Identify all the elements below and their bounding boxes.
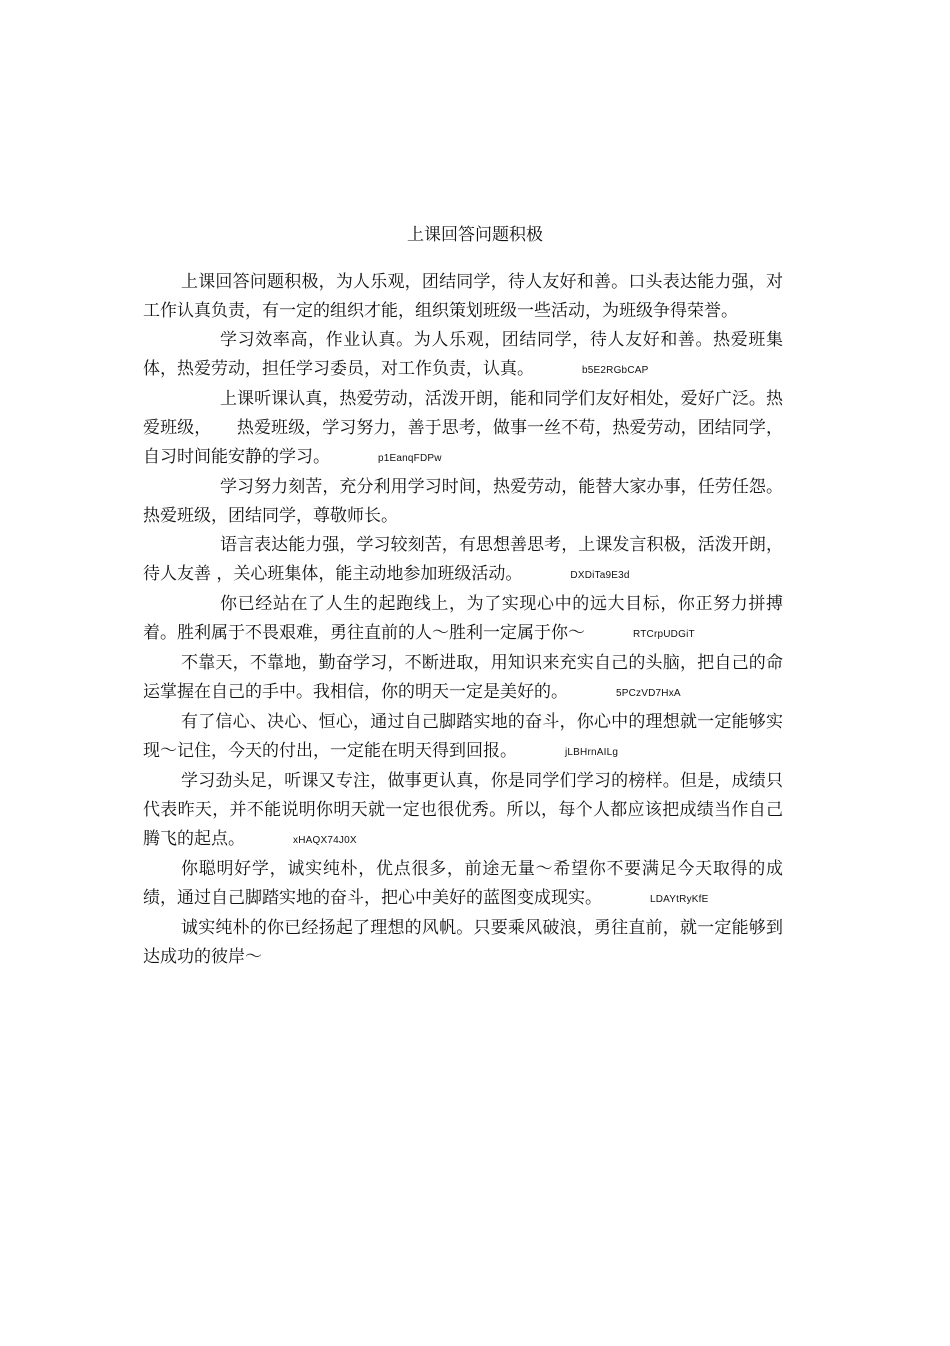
paragraph-code: DXDiTa9E3d (570, 570, 630, 581)
paragraph-text: 语言表达能力强，学习较刻苦，有思想善思考，上课发言积极，活泼开朗，待人友善 ，关心班集体，能主动地参加班级活动。 (143, 535, 783, 584)
paragraph-code: b5E2RGbCAP (582, 365, 649, 376)
paragraph (143, 590, 783, 649)
paragraph-text: 你已经站在了人生的起跑线上，为了实现心中的远大目标，你正努力拼搏着。胜利属于不畏艰难，勇往直前的人～胜利一定属于你～ (143, 594, 783, 643)
paragraph-text: 学习效率高，作业认真。为人乐观，团结同学，待人友好和善。热爱班集体，热爱劳动，担任学习委员，对工作负责，认真。 (143, 330, 783, 379)
document-body (143, 268, 783, 972)
paragraph (143, 326, 783, 385)
paragraph (143, 855, 783, 914)
paragraph (143, 767, 783, 855)
paragraph-text: 学习劲头足，听课又专注，做事更认真，你是同学们学习的榜样。但是，成绩只代表昨天，并不能说明你明天就一定也很优秀。所以，每个人都应该把成绩当作自己腾飞的起点。 (143, 771, 783, 849)
paragraph-text: 学习努力刻苦，充分利用学习时间，热爱劳动，能替大家办事，任劳任怨。热爱班级，团结同学，尊敬师长。 (143, 477, 783, 526)
paragraph-code: xHAQX74J0X (293, 835, 357, 846)
paragraph (143, 914, 783, 972)
paragraph-code: 5PCzVD7HxA (616, 688, 681, 699)
paragraph-code: jLBHrnAILg (565, 747, 619, 758)
paragraph-text: 你聪明好学，诚实纯朴，优点很多，前途无量～希望你不要满足今天取得的成绩，通过自己脚踏实地的奋斗，把心中美好的蓝图变成现实。 (143, 859, 783, 908)
paragraph-code: RTCrpUDGiT (633, 629, 695, 640)
paragraph-text: 诚实纯朴的你已经扬起了理想的风帆。只要乘风破浪，勇往直前，就一定能够到达成功的彼岸～ (143, 918, 783, 967)
paragraph-text: 有了信心、决心、恒心，通过自己脚踏实地的奋斗，你心中的理想就一定能够实现～记住，今天的付出，一定能在明天得到回报。 (143, 712, 783, 761)
paragraph (143, 531, 783, 590)
paragraph (143, 385, 783, 473)
paragraph-text: 不靠天，不靠地，勤奋学习，不断进取，用知识来充实自己的头脑，把自己的命运掌握在自己的手中。我相信，你的明天一定是美好的。 (143, 653, 783, 702)
paragraph (143, 708, 783, 767)
paragraph-code: p1EanqFDPw (378, 453, 442, 464)
paragraph-text: 上课回答问题积极，为人乐观，团结同学，待人友好和善。口头表达能力强，对工作认真负责，有一定的组织才能，组织策划班级一些活动，为班级争得荣誉。 (143, 272, 783, 321)
paragraph-code: LDAYtRyKfE (650, 894, 709, 905)
document-title: 上课回答问题积极 (407, 225, 543, 245)
paragraph-text: 上课听课认真，热爱劳动，活泼开朗，能和同学们友好相处，爱好广泛。热爱班级， 热爱班级，学习努力，善于思考，做事一丝不苟，热爱劳动，团结同学，自习时间能安静的学习。 (143, 389, 783, 467)
paragraph (143, 268, 783, 326)
paragraph (143, 649, 783, 708)
paragraph (143, 473, 783, 531)
